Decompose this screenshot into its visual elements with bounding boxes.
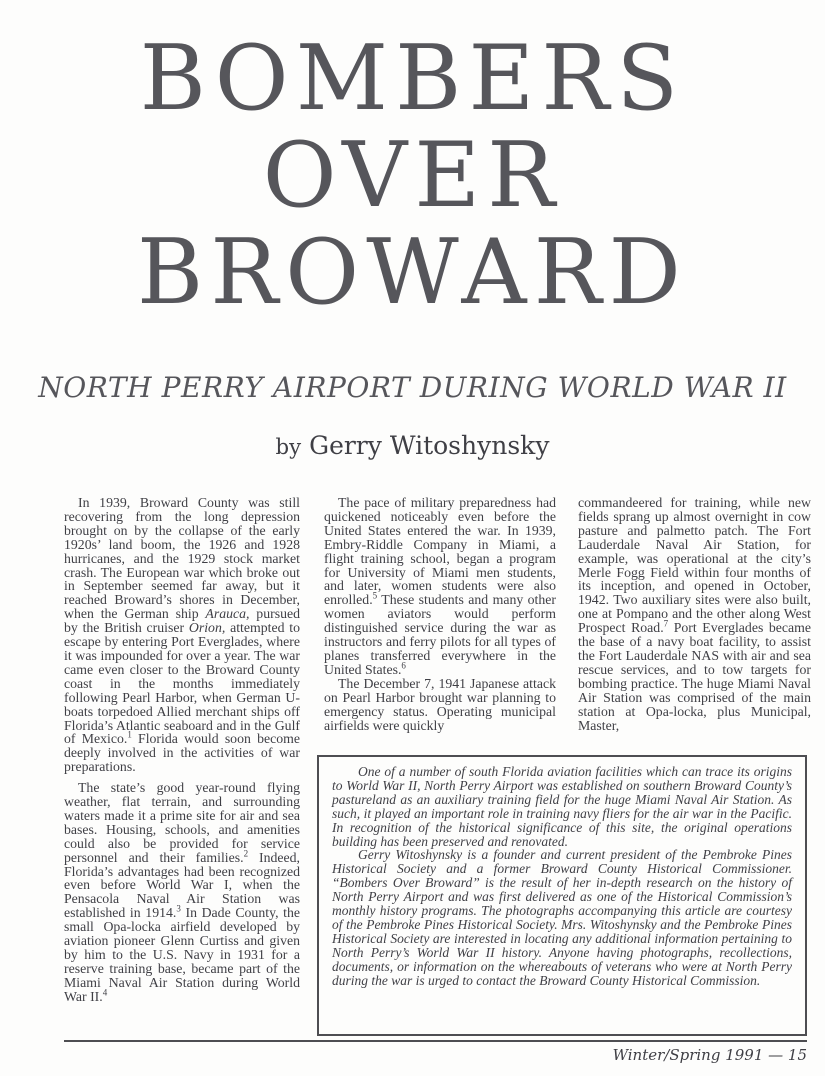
body-paragraph: The pace of military preparedness had quickened noticeably even before the United States entered the war. In 1939, Embry-Riddle Company in Miami, a flight training school, began a program for University of Miami men students, and later, women students were also enrolled.$^5$ These students and many other women aviators would perform distinguished service during the war as instructors and ferry pilots for all types of planes transferred everywhere in the United States.$^6$ bbox=[324, 496, 556, 677]
footnote-ref: 1 bbox=[127, 729, 132, 740]
text-column-2 bbox=[324, 496, 556, 748]
title-line-1: BOMBERS bbox=[139, 26, 686, 131]
box-paragraph: One of a number of south Florida aviation facilities which can trace its origins to World War II, North Perry Airport was established on southern Broward County’s pastureland as an auxiliary training field for the huge Miami Naval Air Station. As such, it played an important role in training navy fliers for the air war in the Pacific. In recognition of the historical significance of this site, the original operations building has been preserved and renovated. bbox=[332, 764, 792, 849]
footnote-ref: 5 bbox=[372, 590, 378, 601]
editor-note-box bbox=[317, 755, 807, 1036]
body-paragraph: In 1939, Broward County was still recovering from the long depression brought on by the collapse of the early 1920s’ land boom, the 1926 and 1928 hurricanes, and the 1929 stock market crash. The European war which broke out in September seemed far away, but it reached Broward’s shores in December, when the German ship Arauca, pursued by the British cruiser Orion, attempted to escape by entering Port Everglades, where it was impounded for over a year. The war came even closer to the Broward County coast in the months immediately following Pearl Harbor, when German U-boats torpedoed Allied merchant ships off Florida’s Atlantic seaboard and in the Gulf of Mexico.$^1$ Florida would soon become deeply involved in the activities of war preparations. bbox=[64, 496, 300, 775]
body-paragraph: The state’s good year-round flying weather, flat terrain, and surrounding waters made it a prime site for air and sea bases. Housing, schools, and amenities could also be provided for service personnel and their families.$^2$ Indeed, Florida’s advantages had been recognized even before World War I, when the Pensacola Naval Air Station was established in 1914.$^3$ In Dade County, the small Opa-locka airfield developed by aviation pioneer Glenn Curtiss and given by him to the U.S. Navy in 1931 for a reserve training base, became part of the Miami Naval Air Station during World War II.$^4$ bbox=[64, 780, 300, 1004]
footnote-ref: 7 bbox=[663, 618, 669, 629]
byline-author: Gerry Witoshynsky bbox=[309, 431, 550, 460]
body-paragraph: The December 7, 1941 Japanese attack on Pearl Harbor brought war planning to emergency status. Operating municipal airfields were quickly bbox=[324, 675, 556, 733]
page-footer-text: Winter/Spring 1991 — 15 bbox=[612, 1046, 807, 1064]
footnote-ref: 2 bbox=[243, 848, 249, 859]
footnote-ref: 6 bbox=[401, 660, 406, 671]
title-line-3: BROWARD bbox=[136, 220, 689, 325]
text-column-1 bbox=[64, 496, 300, 1042]
article-title bbox=[0, 26, 825, 325]
body-paragraph: commandeered for training, while new fields sprang up almost overnight in cow pasture and palmetto patch. The Fort Lauderdale Naval Air Station, for example, was operational at the city’s Merle Fogg Field within four months of its inception, and opened in October, 1942. Two auxiliary sites were also built, one at Pompano and the other along West Prospect Road.$^7$ Port Everglades became the base of a navy boat facility, to assist the Fort Lauderdale NAS with air and sea rescue services, and to tow targets for bombing practice. The huge Miami Naval Air Station was comprised of the main station at Opa-locka, plus Municipal, Master, bbox=[578, 496, 811, 733]
footnote-ref: 3 bbox=[176, 903, 181, 914]
byline-prefix: by bbox=[275, 435, 302, 460]
box-paragraph: Gerry Witoshynsky is a founder and current president of the Pembroke Pines Historical Society and a former Broward County Historical Commissioner. “Bombers Over Broward” is the result of her in-depth research on the history of North Perry Airport and was first delivered as one of the Historical Commission’s monthly history programs. The photographs accompanying this article are courtesy of the Pembroke Pines Historical Society. Mrs. Witoshynsky and the Pembroke Pines Historical Society are interested in locating any additional information pertaining to North Perry’s World War II history. Anyone having photographs, recollections, documents, or information on the whereabouts of veterans who were at North Perry during the war is urged to contact the Broward County Historical Commission. bbox=[332, 847, 792, 988]
footer-rule bbox=[64, 1040, 807, 1042]
byline bbox=[0, 428, 825, 466]
footnote-ref: 4 bbox=[102, 987, 108, 998]
text-column-3 bbox=[578, 496, 811, 748]
title-line-2: OVER bbox=[262, 123, 563, 228]
article-subtitle: NORTH PERRY AIRPORT DURING WORLD WAR II bbox=[38, 371, 787, 404]
